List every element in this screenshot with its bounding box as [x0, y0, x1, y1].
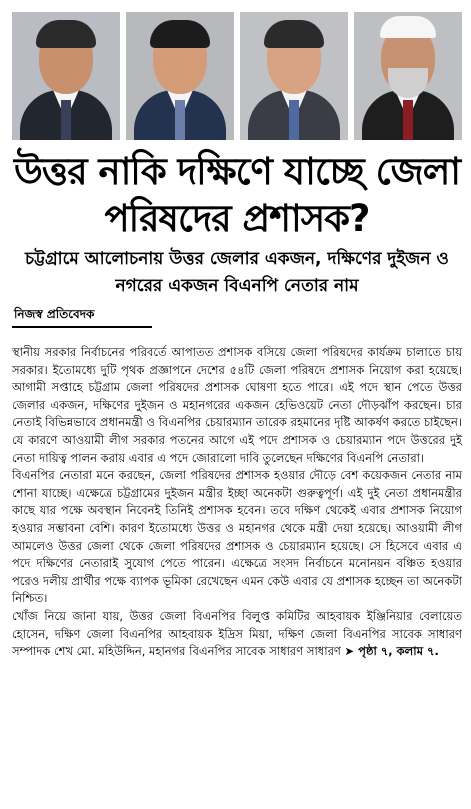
cap-shape [380, 16, 436, 38]
reporter-byline: নিজস্ব প্রতিবেদক [14, 307, 95, 321]
article-paragraph: স্থানীয় সরকার নির্বাচনের পরিবর্তে আপাতত প্রশাসক বসিয়ে জেলা পরিষদের কার্যক্রম চালাতে চায় সরকার। ইতোমধ্যে দুটি পৃথক প্রজ্ঞাপনে দেশের ৫৪টি জেলা পরিষদে প্রশাসক নিয়োগ করা হয়েছে। আগামী সপ্তাহে চট্টগ্রাম জেলা পরিষদের প্রশাসক ঘোষণা হতে পারে। এই পদে স্থান পেতে উত্তর জেলার একজন, দক্ষিণের দুইজন ও মহানগরের একজন হেভিওয়েট নেতা দৌড়ঝাঁপ করছেন। চার নেতাই বিভিন্নভাবে প্রধানমন্ত্রী ও বিএনপির চেয়ারম্যান তারেক রহমানের দৃষ্টি আকর্ষণ করতে চাইছেন। যে কারণে আওয়ামী লীগ সরকার পতনের আগে এই পদে প্রশাসক ও চেয়ারম্যান পদে উত্তরের দুই নেতা দায়িত্ব পালন করায় এবার এ পদে জোরালো দাবি তুলেছেন দক্ষিণের বিএনপি নেতারা। [12, 345, 462, 465]
article-body [12, 344, 462, 661]
tie-shape [289, 100, 299, 140]
subheadline: চট্টগ্রামে আলোচনায় উত্তর জেলার একজন, দক্ষিণের দুইজন ও নগরের একজন বিএনপি নেতার নাম [25, 249, 449, 296]
portrait-photo [354, 12, 462, 140]
byline-divider [12, 326, 152, 328]
portrait-photo [126, 12, 234, 140]
hair-shape [36, 20, 96, 48]
portrait-photo [12, 12, 120, 140]
article-paragraph: বিএনপির নেতারা মনে করছেন, জেলা পরিষদের প্রশাসক হওয়ার দৌড়ে বেশ কয়েকজন নেতার নাম শোনা যাচ্ছে। এক্ষেত্রে চট্টগ্রামের দুইজন মন্ত্রীর ইচ্ছা অনেকটা গুরুত্বপূর্ণ। এই দুই নেতা প্রধানমন্ত্রীর কাছে যার পক্ষে অবস্থান নিবেনই তিনিই প্রশাসক হবেন। তবে দক্ষিণ থেকেই এবার প্রশাসক নিয়োগ হওয়ার সম্ভাবনা বেশি। কারণ ইতোমধ্যে উত্তর ও মহানগর থেকে মন্ত্রী দেয়া হয়েছে। আওয়ামী লীগ আমলেও উত্তর জেলা থেকে জেলা পরিষদের প্রশাসক ও চেয়ারম্যান হয়েছে। সে হিসেবে এবার এ পদে দক্ষিণের নেতারাই সুযোগ পেতে পারেন। এক্ষেত্রে সংসদ নির্বাচনে মনোনয়ন বঞ্চিত হওয়ার পরেও দলীয় প্রার্থীর পক্ষে ব্যাপক ভূমিকা রেখেছেন এমন কেউ এবার যে প্রশাসক হচ্ছেন তা অনেকটা নিশ্চিত। [12, 468, 462, 606]
tie-shape [175, 100, 185, 140]
hair-shape [264, 20, 324, 48]
tie-shape [403, 100, 413, 140]
portrait-photo [240, 12, 348, 140]
photo-strip [12, 12, 462, 140]
headline: উত্তর নাকি দক্ষিণে যাচ্ছে জেলা পরিষদের প্রশাসক? [13, 150, 461, 240]
article-paragraph [12, 608, 462, 661]
continuation-reference[interactable]: ➤ পৃষ্ঠা ৭, কলাম ৭. [344, 644, 439, 659]
tie-shape [61, 100, 71, 140]
hair-shape [150, 20, 210, 48]
article-paragraph-text: খোঁজ নিয়ে জানা যায়, উত্তর জেলা বিএনপির বিলুপ্ত কমিটির আহবায়ক ইঞ্জিনিয়ার বেলায়েত হোসেন, দক্ষিণ জেলা বিএনপির আহবায়ক ইদ্রিস মিয়া, দক্ষিণ জেলা বিএনপির সাবেক সাধারণ সম্পাদক শেখ মো. মহিউদ্দিন, মহানগর বিএনপির সাবেক সাধারণ সাধারণ [12, 608, 462, 659]
